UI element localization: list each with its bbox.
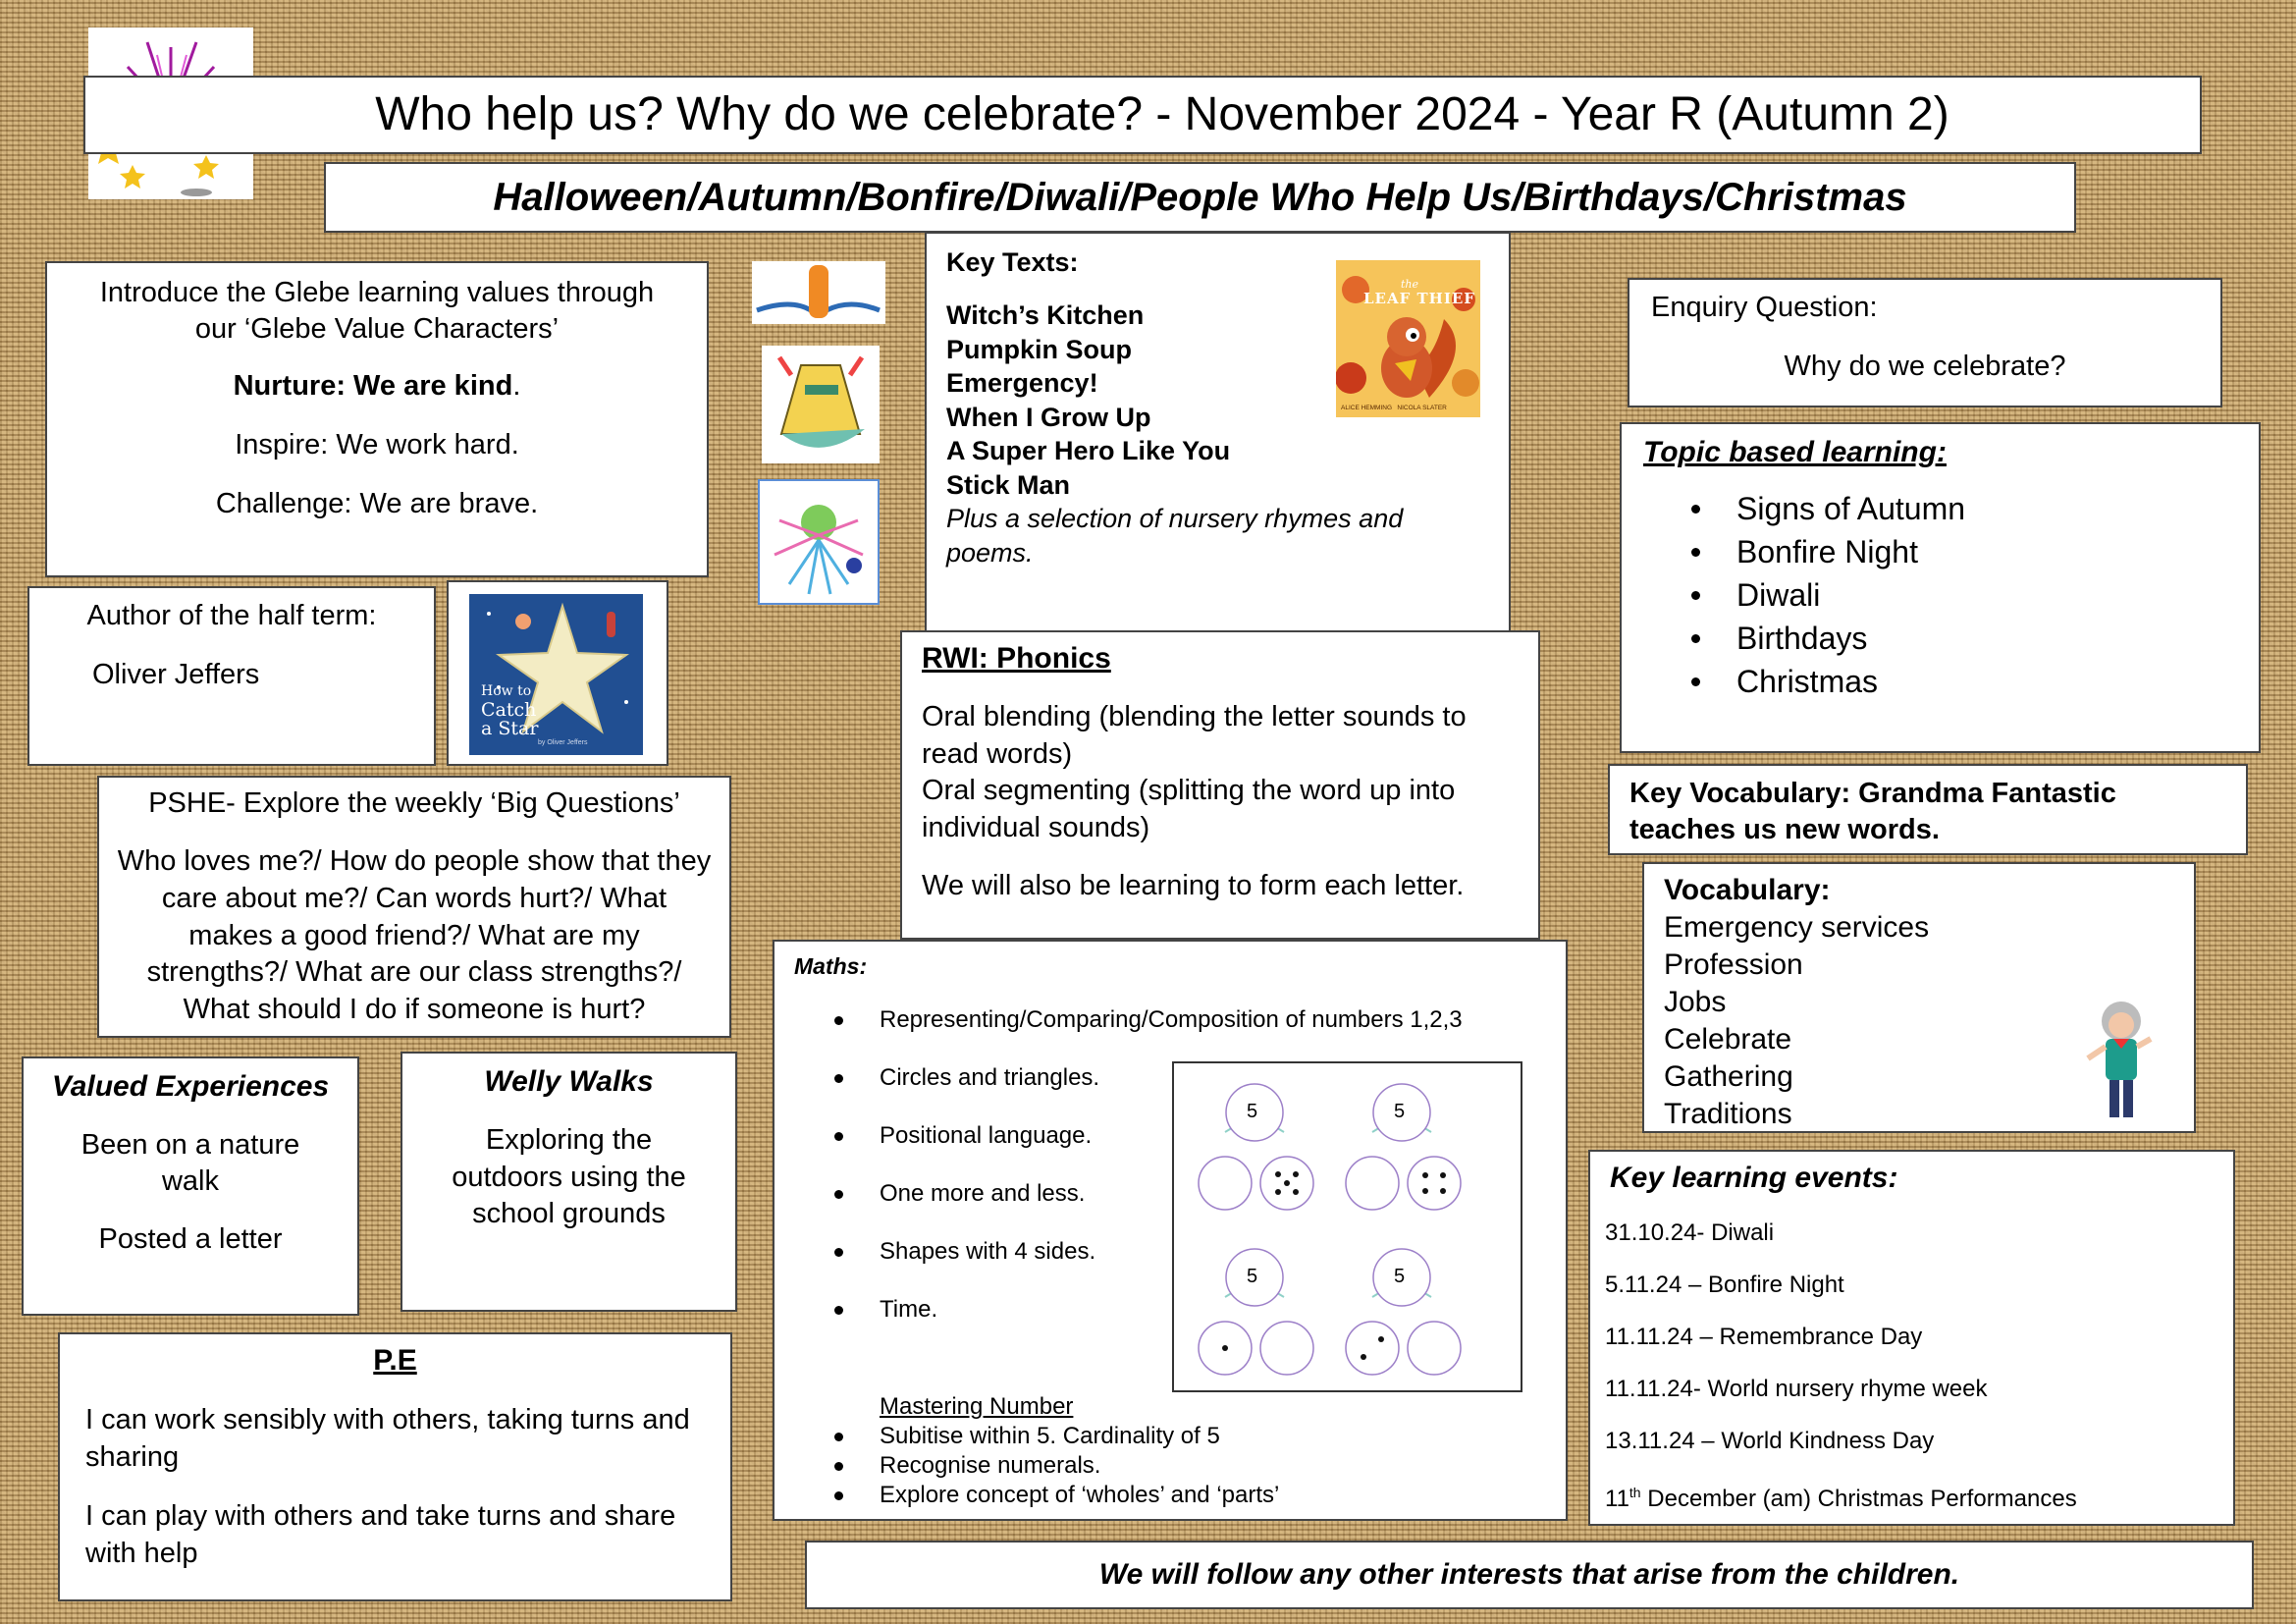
rwi-blending: Oral blending (blending the letter sounds to read words)	[922, 701, 1467, 770]
character-bell-icon	[762, 346, 880, 463]
events-heading: Key learning events:	[1610, 1162, 1898, 1194]
vocabulary-word: Celebrate	[1664, 1023, 1792, 1056]
key-texts-note: Plus a selection of nursery rhymes and poems.	[946, 504, 1404, 568]
valued-item: Posted a letter	[98, 1223, 283, 1255]
welly-text: Exploring the outdoors using the school grounds	[452, 1124, 686, 1229]
key-text-title: Witch’s Kitchen	[946, 300, 1145, 330]
part-whole-label: 5	[1394, 1266, 1406, 1287]
vocabulary-word: Profession	[1664, 948, 1803, 981]
topic-list	[1643, 487, 2237, 703]
maths-item: Representing/Comparing/Composition of numbers 1,2,3	[880, 991, 1546, 1049]
value-character-3	[758, 479, 880, 605]
topic-item: Birthdays	[1736, 617, 2237, 660]
maths-item: Circles and triangles.	[880, 1049, 1546, 1107]
maths-item: Time.	[880, 1280, 1546, 1338]
enquiry-question-box	[1628, 278, 2222, 407]
welly-heading: Welly Walks	[484, 1065, 654, 1098]
event-last-prefix: 11	[1605, 1486, 1629, 1512]
mastering-item: Subitise within 5. Cardinality of 5	[880, 1422, 1546, 1451]
topic-item: Signs of Autumn	[1736, 487, 2237, 530]
author-label: Author of the half term:	[86, 600, 377, 631]
maths-box	[773, 940, 1568, 1521]
grandma-fantastic-icon	[2084, 1000, 2153, 1127]
leaf-thief-cover	[1336, 260, 1480, 417]
cover-byline: by Oliver Jeffers	[538, 739, 588, 746]
vocabulary-word: Jobs	[1664, 986, 1727, 1018]
topic-item: Bonfire Night	[1736, 530, 2237, 573]
pe-box	[58, 1332, 732, 1601]
author-name: Oliver Jeffers	[92, 659, 260, 690]
vocabulary-word: Traditions	[1664, 1098, 1792, 1130]
author-box	[27, 586, 436, 766]
leaf-thief-title: LEAF THIEF	[1363, 290, 1475, 307]
footer-text: We will follow any other interests that arise from the children.	[1098, 1558, 1960, 1591]
key-text-title: Emergency!	[946, 368, 1098, 398]
topic-item: Diwali	[1736, 573, 2237, 617]
subtitle-box	[324, 162, 2076, 233]
cover-title-line1: How to	[481, 683, 532, 699]
author-book-frame	[447, 580, 668, 766]
valued-item: Been on a nature walk	[80, 1129, 300, 1197]
mastering-item: Recognise numerals.	[880, 1451, 1546, 1481]
rwi-phonics-box	[900, 630, 1540, 940]
value-character-1	[752, 261, 885, 324]
values-nurture	[77, 368, 677, 405]
pe-item: I can play with others and take turns and share with help	[85, 1500, 676, 1569]
event-last-suffix: December (am) Christmas Performances	[1640, 1486, 2077, 1512]
valued-heading: Valued Experiences	[51, 1070, 330, 1103]
values-intro: Introduce the Glebe learning values through our ‘Glebe Value Characters’	[99, 277, 655, 345]
key-text-title: Pumpkin Soup	[946, 334, 1132, 364]
welly-walks-box	[400, 1052, 737, 1312]
how-to-catch-a-star-cover	[469, 594, 643, 755]
values-challenge: Challenge: We are brave.	[215, 488, 539, 519]
topic-item: Christmas	[1736, 660, 2237, 703]
valued-experiences-box	[22, 1056, 359, 1316]
mastering-item: Explore concept of ‘wholes’ and ‘parts’	[880, 1481, 1546, 1510]
part-whole-label: 5	[1247, 1101, 1258, 1122]
key-text-title: A Super Hero Like You	[946, 436, 1231, 465]
pshe-heading: PSHE- Explore the weekly ‘Big Questions’	[148, 787, 680, 819]
pshe-questions: Who loves me?/ How do people show that they care about me?/ Can words hurt?/ What makes a good friend?/ What are my strengths?/ What are our class strengths?/ What should I do if someone is hurt?	[117, 845, 712, 1026]
part-whole-label: 5	[1247, 1266, 1258, 1287]
key-texts-box	[925, 232, 1511, 634]
page-subtitle: Halloween/Autumn/Bonfire/Diwali/People Who Help Us/Birthdays/Christmas	[493, 176, 1907, 219]
pshe-box	[97, 776, 731, 1038]
cover-title-line3: a Star	[481, 718, 539, 739]
key-text-title: When I Grow Up	[946, 402, 1151, 432]
maths-item: One more and less.	[880, 1164, 1546, 1222]
pe-item: I can work sensibly with others, taking turns and sharing	[85, 1404, 690, 1473]
key-vocabulary-intro-box	[1608, 764, 2248, 855]
enquiry-label: Enquiry Question:	[1651, 292, 1878, 323]
vocabulary-box	[1642, 862, 2196, 1133]
page-title-box	[83, 76, 2202, 154]
key-texts-heading: Key Texts:	[946, 247, 1079, 277]
event-item-christmas	[1605, 1467, 2214, 1525]
event-item: 11.11.24- World nursery rhyme week	[1605, 1376, 1988, 1402]
vocabulary-word: Emergency services	[1664, 911, 1930, 944]
values-inspire: Inspire: We work hard.	[235, 429, 519, 460]
enquiry-question: Why do we celebrate?	[1784, 351, 2066, 382]
vocabulary-word: Gathering	[1664, 1060, 1793, 1093]
rwi-segmenting: Oral segmenting (splitting the word up into individual sounds)	[922, 775, 1456, 843]
cover-title-line2: Catch	[481, 699, 537, 721]
key-vocabulary-intro: Key Vocabulary: Grandma Fantastic teaches us new words.	[1629, 778, 2116, 845]
event-item: 13.11.24 – World Kindness Day	[1605, 1428, 1935, 1454]
part-whole-diagram	[1172, 1061, 1522, 1392]
pe-heading: P.E	[373, 1344, 417, 1377]
part-whole-label: 5	[1394, 1101, 1406, 1122]
maths-item: Positional language.	[880, 1107, 1546, 1164]
rwi-forming: We will also be learning to form each letter.	[922, 870, 1465, 901]
key-text-title: Stick Man	[946, 469, 1071, 500]
topic-learning-box	[1620, 422, 2261, 753]
event-item: 31.10.24- Diwali	[1605, 1219, 1775, 1246]
event-last-sup: th	[1629, 1485, 1641, 1500]
value-character-2	[762, 346, 880, 463]
event-item: 11.11.24 – Remembrance Day	[1605, 1324, 1923, 1350]
character-orange-icon	[752, 261, 885, 324]
maths-heading: Maths:	[794, 953, 868, 979]
vocabulary-heading: Vocabulary:	[1664, 874, 1831, 906]
topic-heading: Topic based learning:	[1643, 436, 1947, 468]
leaf-thief-authors: ALICE HEMMING NICOLA SLATER	[1341, 405, 1447, 411]
leaf-thief-small-title: the	[1401, 278, 1419, 291]
page-title: Who help us? Why do we celebrate? - November 2024 - Year R (Autumn 2)	[375, 88, 1949, 140]
key-events-box	[1588, 1150, 2235, 1526]
mastering-heading: Mastering Number	[880, 1393, 1074, 1420]
character-octopus-icon	[760, 481, 878, 603]
rwi-heading: RWI: Phonics	[922, 642, 1111, 675]
glebe-values-box	[45, 261, 709, 577]
maths-item: Shapes with 4 sides.	[880, 1222, 1546, 1280]
event-item: 5.11.24 – Bonfire Night	[1605, 1272, 1844, 1298]
mastering-list	[794, 1422, 1546, 1510]
values-nurture-end: .	[512, 370, 521, 402]
footer-box	[805, 1541, 2254, 1609]
part-whole-models-icon	[1174, 1063, 1521, 1390]
values-nurture-bold: Nurture: We are kind	[233, 370, 513, 402]
